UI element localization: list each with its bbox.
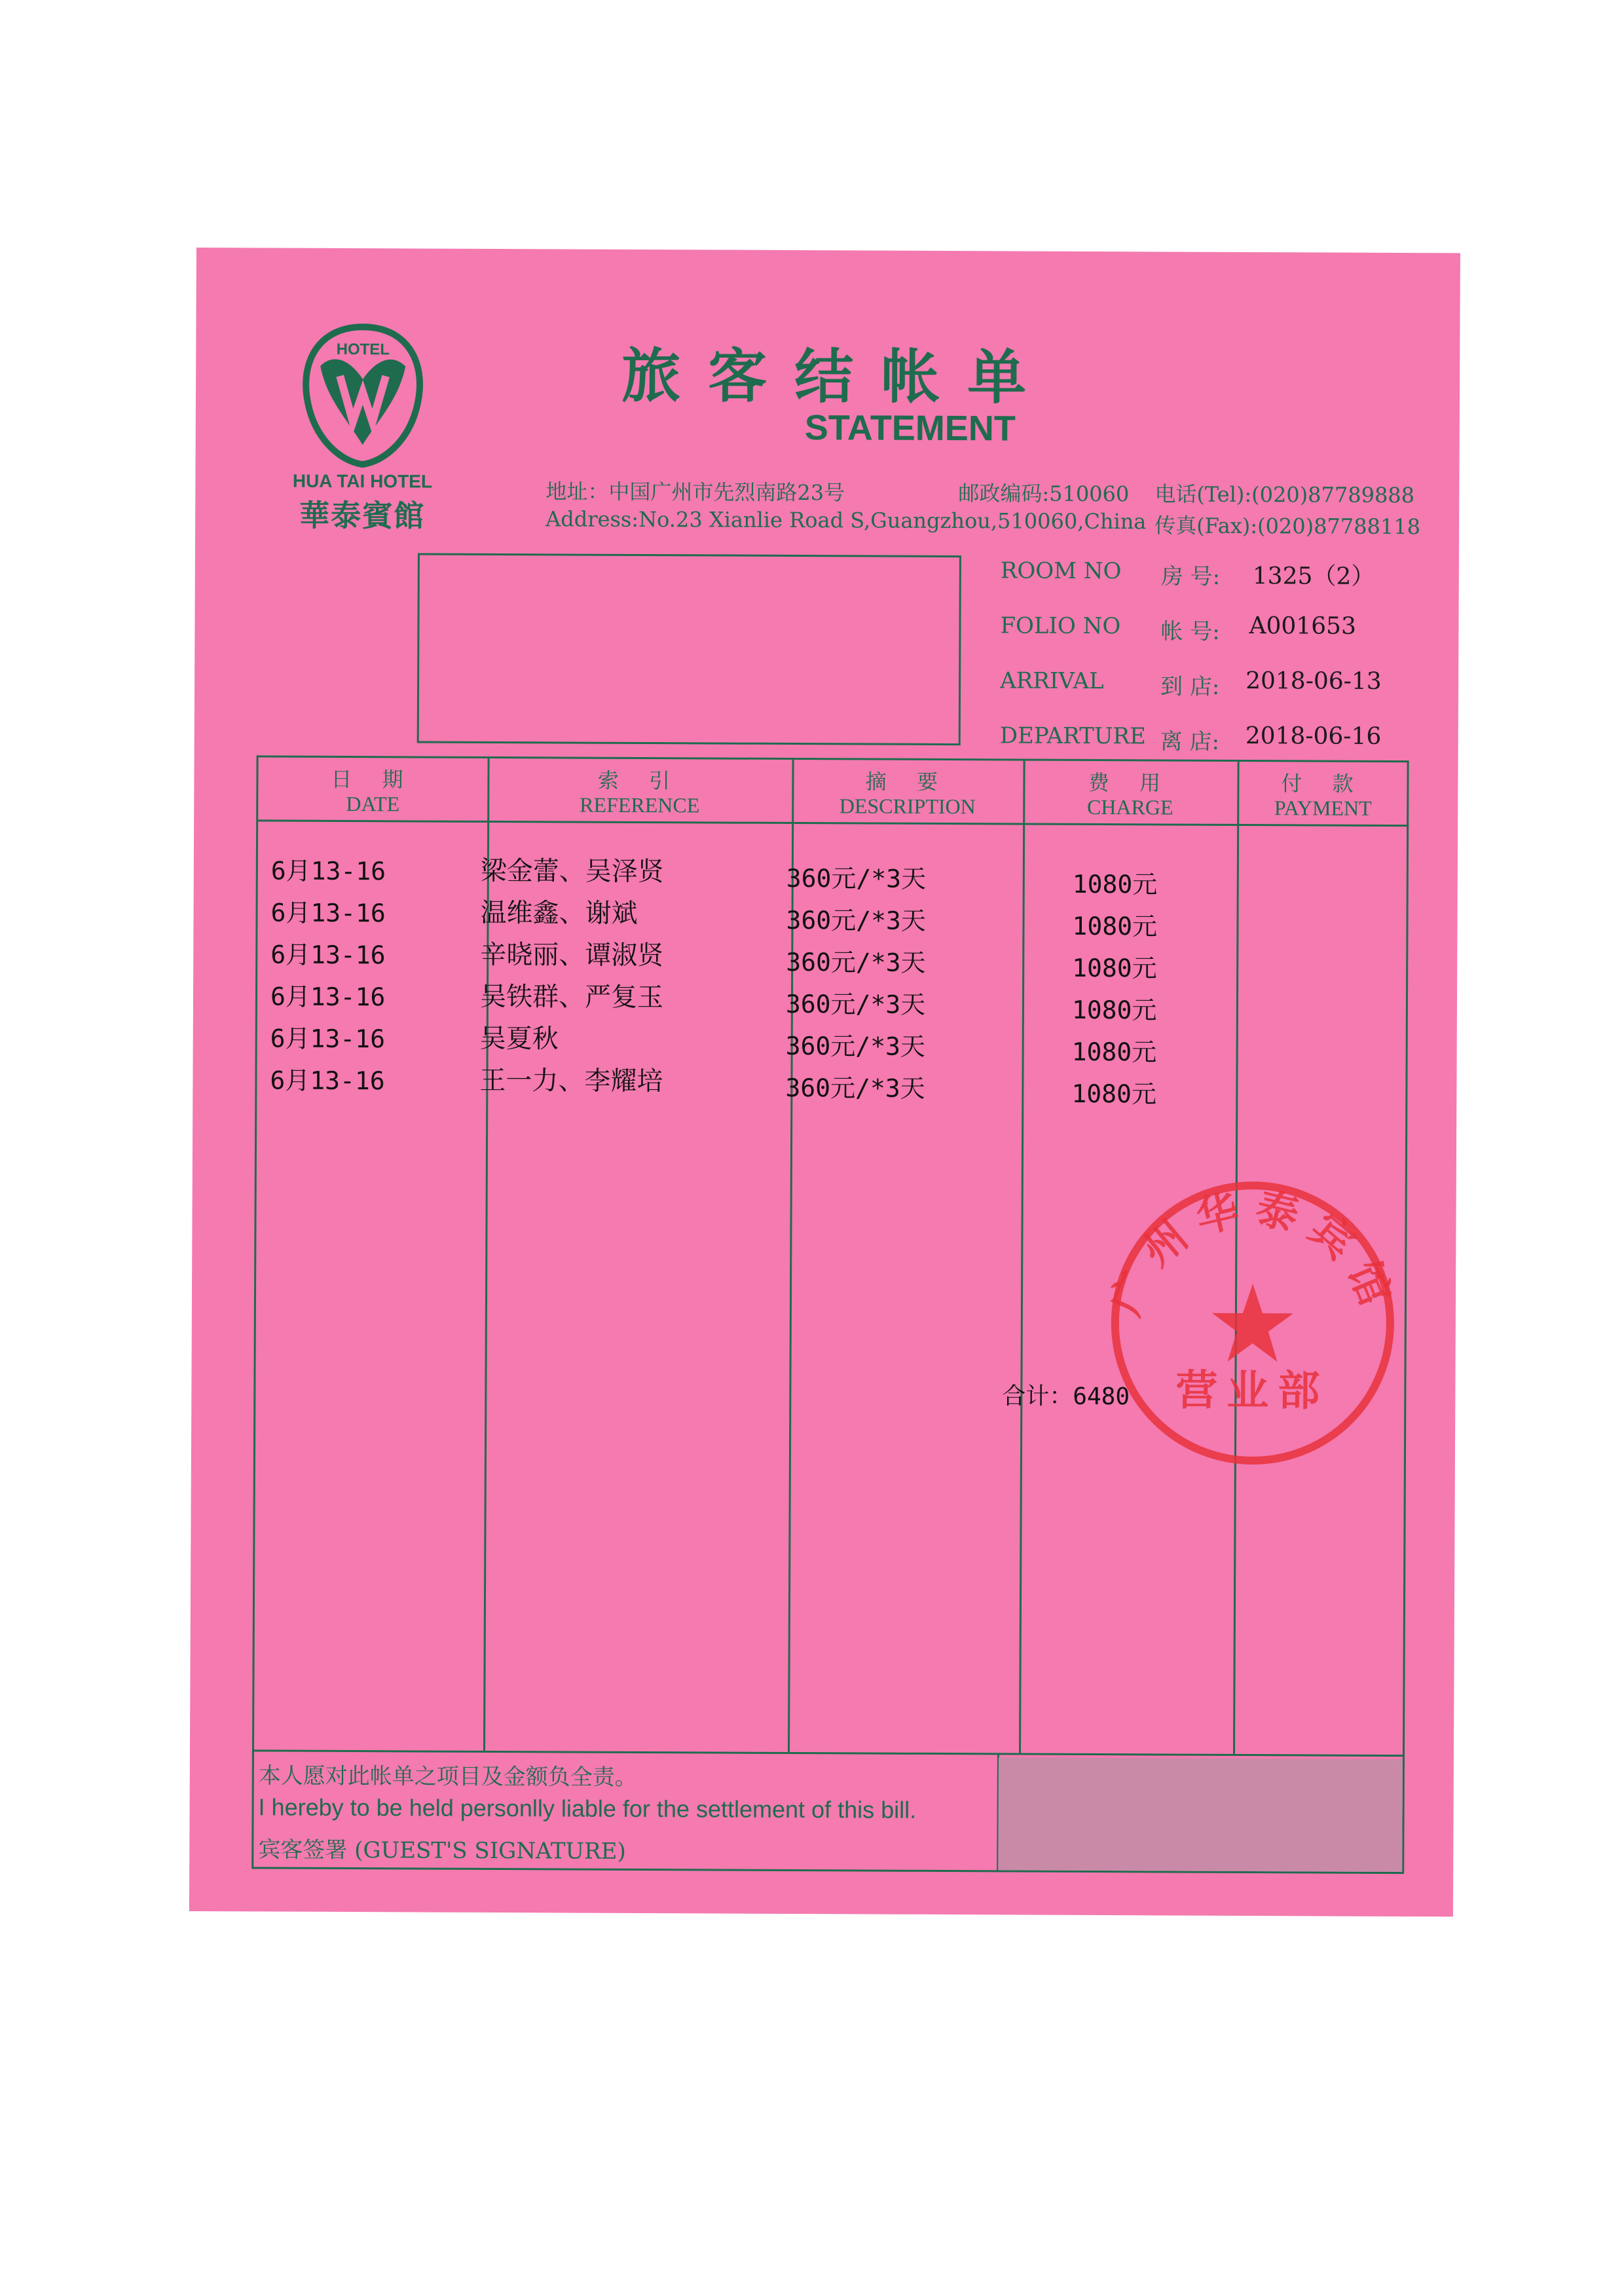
row-date: 6月13-16 [270, 898, 386, 928]
column-header-en: REFERENCE [580, 793, 700, 817]
arrival-label: ARRIVAL [1000, 667, 1104, 695]
column-header-en: CHARGE [1086, 794, 1173, 819]
seal-text: 广州华泰宾馆 [1101, 1184, 1404, 1324]
row-description: 360元/*3天 [785, 1073, 925, 1103]
title-cn: 旅客结帐单 [621, 341, 1054, 413]
row-description: 360元/*3天 [785, 1031, 926, 1061]
title-en: STATEMENT [804, 408, 1016, 449]
column-header-cn: 费 用 [1088, 770, 1173, 796]
hotel-logo-icon [293, 314, 432, 478]
row-date: 6月13-16 [270, 940, 386, 970]
header-divider [258, 819, 1409, 827]
logo-text: HOTEL [336, 340, 390, 359]
row-description: 360元/*3天 [785, 989, 926, 1019]
hotel-name-en: HUA TAI HOTEL [292, 470, 433, 492]
row-description: 360元/*3天 [786, 905, 926, 935]
liability-statement-en: I hereby to be held personlly liable for the settlement of this bill. [258, 1793, 917, 1823]
total-amount: 合计：6480 [1002, 1383, 1130, 1411]
departure-label-cn: 离 店: [1160, 728, 1220, 755]
column-header-cn: 摘 要 [865, 769, 950, 795]
signature-box[interactable] [998, 1757, 1403, 1872]
departure-value: 2018-06-16 [1245, 722, 1382, 750]
guest-info-box [417, 553, 961, 745]
row-date: 6月13-16 [270, 1024, 386, 1054]
column-header-description [792, 765, 1023, 817]
row-charge: 1080元 [1071, 1037, 1157, 1067]
row-charge: 1080元 [1071, 995, 1157, 1025]
fax: 传真(Fax):(020)87788118 [1154, 513, 1421, 540]
row-reference: 吴夏秋 [479, 1023, 559, 1054]
column-header-cn: 日 期 [331, 766, 415, 793]
guest-signature-label: 宾客签署 (GUEST'S SIGNATURE) [258, 1837, 626, 1865]
row-reference: 温维鑫、谢斌 [480, 897, 638, 929]
hotel-seal-stamp [1095, 1168, 1411, 1478]
postcode: 邮政编码:510060 [958, 481, 1130, 507]
column-header-en: PAYMENT [1274, 796, 1372, 820]
row-reference: 梁金蕾、吴泽贤 [480, 855, 664, 887]
room-label-cn: 房 号: [1160, 563, 1221, 590]
row-charge: 1080元 [1072, 953, 1157, 983]
room-label: ROOM NO [1000, 557, 1122, 585]
row-reference: 王一力、李耀培 [479, 1065, 663, 1097]
telephone: 电话(Tel):(020)87789888 [1154, 481, 1415, 508]
column-header-payment [1237, 767, 1409, 819]
row-charge: 1080元 [1071, 1079, 1156, 1109]
col-divider [1019, 761, 1025, 1753]
row-reference: 辛晓丽、谭淑贤 [480, 939, 664, 971]
row-date: 6月13-16 [270, 856, 386, 886]
row-date: 6月13-16 [270, 982, 386, 1012]
column-header-reference [487, 764, 792, 816]
column-header-date [258, 762, 487, 815]
arrival-value: 2018-06-13 [1246, 667, 1382, 695]
footer-divider [254, 1749, 1405, 1757]
row-description: 360元/*3天 [786, 863, 927, 893]
address-en: Address:No.23 Xianlie Road S,Guangzhou,510060,China [545, 506, 1147, 534]
address-cn: 地址：中国广州市先烈南路23号 [545, 479, 845, 506]
row-charge: 1080元 [1072, 869, 1158, 899]
liability-statement-cn: 本人愿对此帐单之项目及金额负全责。 [258, 1763, 637, 1791]
row-charge: 1080元 [1072, 911, 1158, 941]
row-description: 360元/*3天 [786, 947, 926, 977]
folio-value: A001653 [1249, 612, 1357, 640]
column-header-cn: 付 款 [1281, 771, 1365, 796]
seal-subtext: 营业部 [1175, 1366, 1329, 1416]
column-header-en: DATE [346, 792, 400, 816]
arrival-label-cn: 到 店: [1160, 673, 1220, 700]
row-reference: 吴铁群、严复玉 [479, 981, 664, 1013]
column-header-en: DESCRIPTION [839, 794, 976, 819]
statement-sheet [189, 248, 1460, 1916]
departure-label: DEPARTURE [999, 722, 1147, 750]
row-date: 6月13-16 [270, 1066, 385, 1096]
column-header-cn: 索 引 [597, 768, 682, 794]
folio-label: FOLIO NO [1000, 612, 1121, 640]
hotel-name-cn: 華泰賓館 [299, 497, 426, 534]
column-header-charge [1023, 766, 1237, 818]
folio-label-cn: 帐 号: [1160, 618, 1220, 645]
room-value: 1325（2） [1252, 563, 1375, 590]
